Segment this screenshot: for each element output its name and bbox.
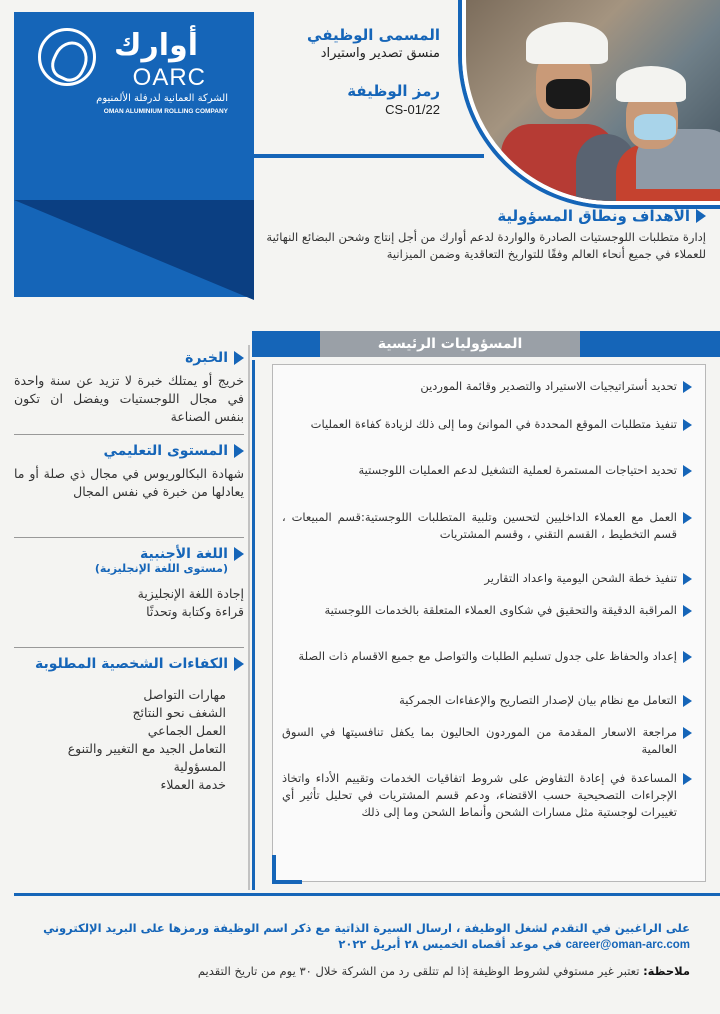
workers-photo [462, 0, 720, 205]
list-item: تنفيذ متطلبات الموقع المحددة في الموانئ وما إلى ذلك لزيادة كفاءة العمليات [282, 416, 692, 462]
objectives-heading-text: الأهداف ونطاق المسؤولية [497, 207, 690, 225]
job-code-label: رمز الوظيفة [347, 82, 440, 100]
list-item: المسؤولية [173, 759, 226, 774]
arrow-icon [683, 695, 692, 707]
experience-heading: الخبرة [14, 350, 244, 366]
list-item: المساعدة في إعادة التفاوض على شروط اتفاقيات الخدمات وتقييم الأداء واتخاذ الإجراءات التصحيحية حسب الاقتضاء، ودعم قسم المشتريات في تحليل تأثير أي تغييرات لوجستية مثل مسارات الشحن وأنماط الشحن وما إلى ذلك [282, 770, 692, 840]
experience-text: خريج أو يمتلك خبرة لا تزيد عن سنة واحدة في مجال اللوجستيات ويفضل ان تكون بنفس الصناعة [14, 373, 244, 424]
section-divider [14, 434, 244, 435]
job-code-value: CS-01/22 [385, 102, 440, 117]
job-title-label: المسمى الوظيفي [307, 26, 440, 44]
list-item: التعامل الجيد مع التغيير والتنوع [67, 741, 226, 756]
logo-mark-icon [38, 28, 96, 86]
education-heading: المستوى التعليمي [14, 443, 244, 459]
job-title-value: منسق تصدير واستيراد [320, 46, 440, 61]
language-text: إجادة اللغة الإنجليزية قراءة وكتابة وتحدثًا [137, 586, 244, 619]
arrow-icon [696, 209, 706, 223]
section-divider [14, 647, 244, 648]
header-divider [254, 154, 484, 158]
list-item: العمل مع العملاء الداخليين لتحسين وتلبية المتطلبات اللوجستية:قسم المبيعات ، قسم التخطيط ، القسم التقني ، وقسم المشتريات [282, 509, 692, 570]
logo-latin: OARC [132, 64, 206, 91]
competencies-heading: الكفاءات الشخصية المطلوبة [14, 656, 244, 672]
logo-arabic: أوارك [114, 28, 198, 63]
language-subheading: (مستوى اللغة الإنجليزية) [94, 562, 228, 575]
left-column-divider [248, 345, 250, 890]
arrow-icon [683, 381, 692, 393]
arrow-icon [234, 351, 244, 365]
email-link[interactable]: career@oman-arc.com [565, 939, 690, 951]
company-name-english: OMAN ALUMINIUM ROLLING COMPANY [103, 108, 228, 115]
list-item: الشغف نحو النتائج [132, 705, 226, 720]
list-item: مهارات التواصل [143, 687, 226, 702]
responsibilities-left-line [252, 360, 255, 890]
corner-accent [272, 880, 302, 884]
arrow-icon [234, 547, 244, 561]
arrow-icon [683, 773, 692, 785]
competencies-list [14, 686, 244, 794]
section-divider [14, 537, 244, 538]
corner-accent [272, 855, 276, 883]
arrow-icon [683, 727, 692, 739]
list-item: العمل الجماعي [147, 723, 226, 738]
list-item: خدمة العملاء [160, 777, 226, 792]
list-item: إعداد والحفاظ على جدول تسليم الطلبات والتواصل مع جميع الاقسام ذات الصلة [282, 648, 692, 692]
requirements-column [14, 350, 244, 794]
footer-divider [14, 893, 720, 896]
arrow-icon [683, 605, 692, 617]
company-name-arabic: الشركة العمانية لدرفلة الألمنيوم [96, 93, 228, 104]
list-item: تنفيذ خطة الشحن اليومية واعداد التقارير [282, 570, 692, 602]
footer-apply-text: على الراغبين في التقدم لشغل الوظيفة ، ارسال السيرة الذاتية مع ذكر اسم الوظيفة ورمزها على البريد الإلكتروني career@oman-arc.com في موعد أقصاه الخميس ٢٨ أبريل ٢٠٢٢ [43, 921, 690, 951]
company-logo [38, 28, 228, 123]
language-heading: اللغة الأجنبية [14, 546, 244, 562]
responsibilities-list [282, 378, 692, 840]
arrow-icon [683, 573, 692, 585]
objectives-text: إدارة متطلبات اللوجستيات الصادرة والواردة لدعم أوارك من أجل إنتاج وشحن البضائع النهائية للعملاء في جميع أنحاء العالم وفقًا للتواريخ التعاقدية وضمن الميزانية [266, 230, 706, 261]
list-item: تحديد احتياجات المستمرة لعملية التشغيل لدعم العمليات اللوجستية [282, 462, 692, 509]
list-item: المراقبة الدقيقة والتحقيق في شكاوى العملاء المتعلقة بالخدمات اللوجستية [282, 602, 692, 648]
list-item: التعامل مع نظام بيان لإصدار التصاريح والإعفاءات الجمركية [282, 692, 692, 724]
arrow-icon [234, 657, 244, 671]
responsibilities-heading: المسؤوليات الرئيسية [320, 331, 580, 357]
arrow-icon [683, 512, 692, 524]
arrow-icon [683, 651, 692, 663]
education-text: شهادة البكالوريوس في مجال ذي صلة أو ما يعادلها من خبرة في نفس المجال [14, 466, 244, 499]
list-item: مراجعة الاسعار المقدمة من الموردون الحاليون بما يكفل تنافسيتها في السوق العالمية [282, 724, 692, 770]
footer-note: ملاحظة: تعتبر غير مستوفي لشروط الوظيفة إذا لم تتلقى رد من الشركة خلال ٣٠ يوم من تاريخ التقديم [197, 964, 690, 978]
header-dark-triangle [14, 200, 254, 300]
objectives-heading [497, 207, 706, 225]
arrow-icon [683, 419, 692, 431]
arrow-icon [234, 444, 244, 458]
list-item: تحديد أستراتيجيات الاستيراد والتصدير وقائمة الموردين [282, 378, 692, 416]
arrow-icon [683, 465, 692, 477]
